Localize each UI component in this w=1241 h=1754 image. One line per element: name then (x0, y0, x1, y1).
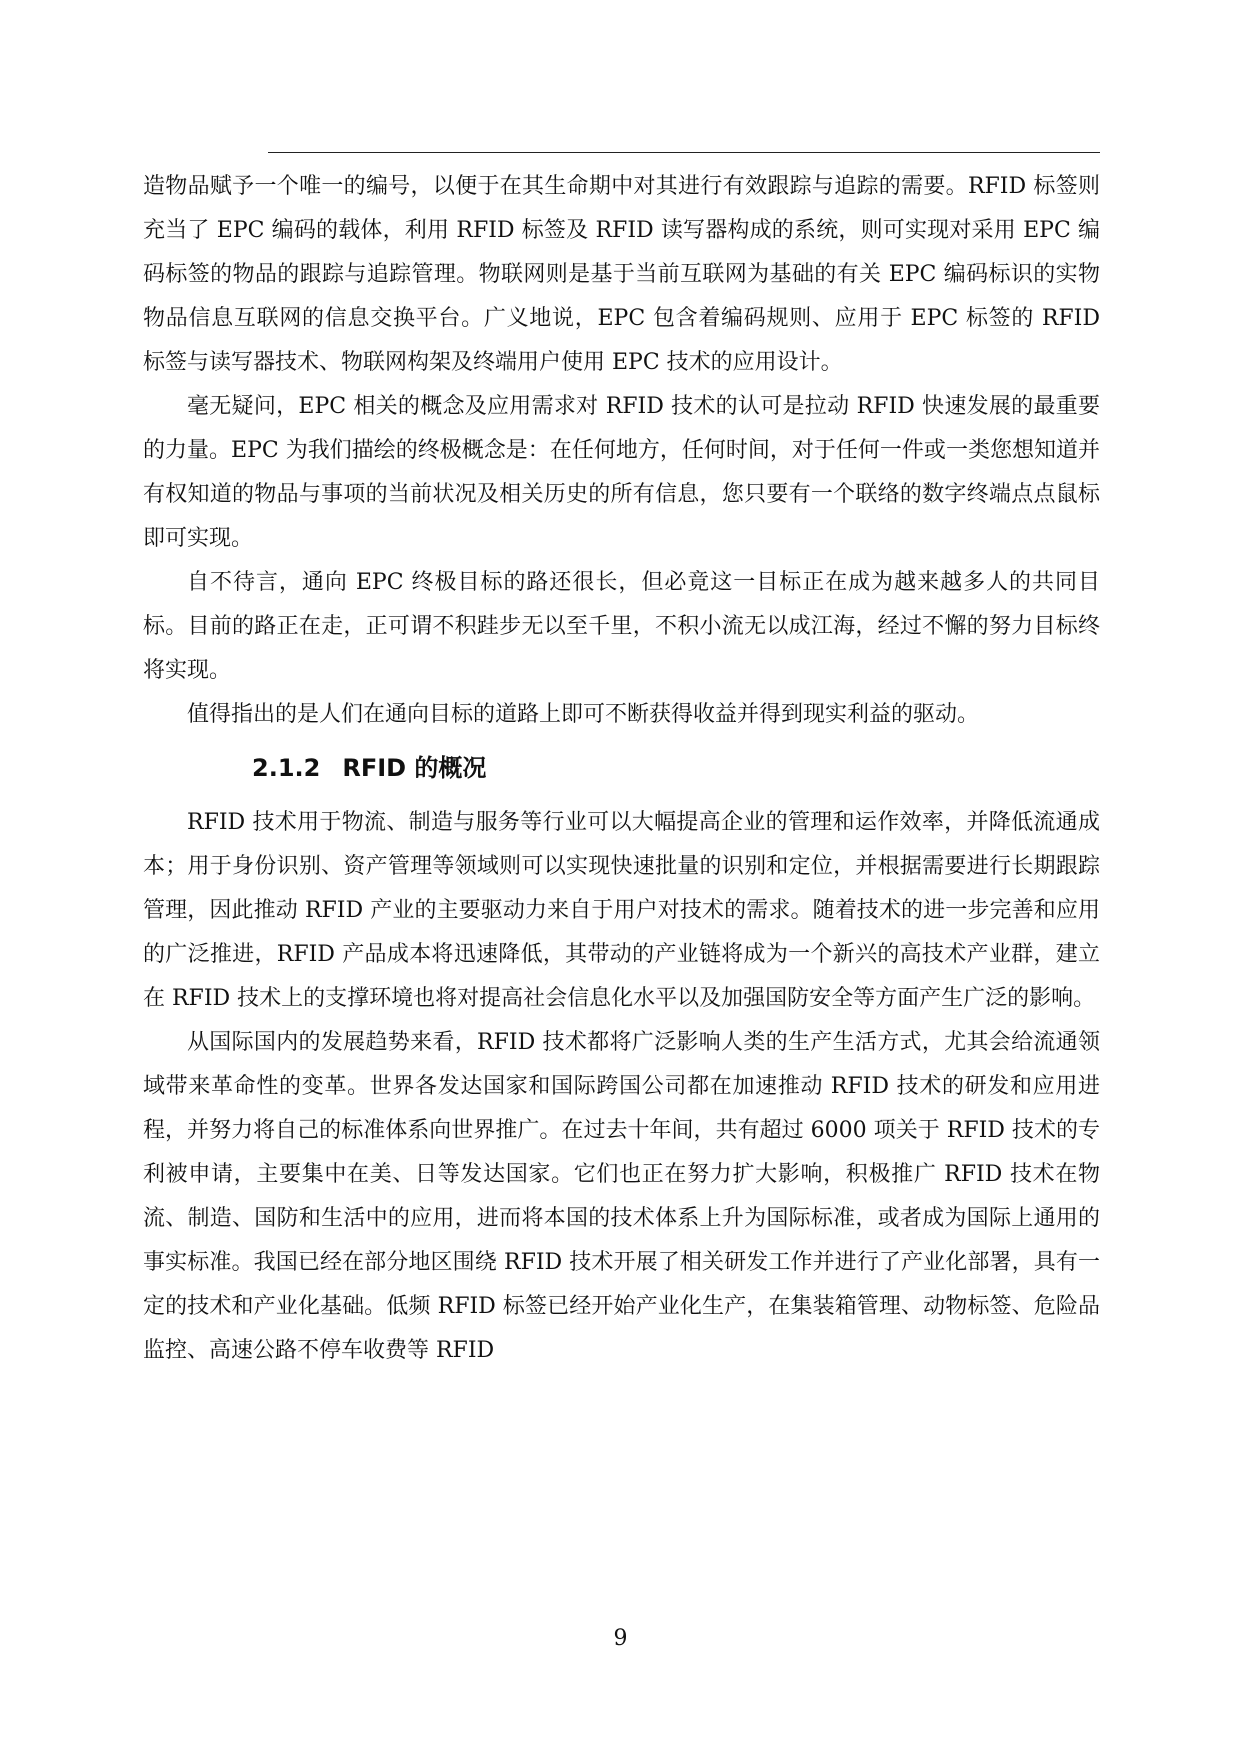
page-body (143, 165, 1100, 1373)
paragraph-epc-overview: 造物品赋予一个唯一的编号，以便于在其生命期中对其进行有效跟踪与追踪的需要。RFID 标签则充当了 EPC 编码的载体，利用 RFID 标签及 RFID 读写器构成的系统，则可实现对采用 EPC 编码标签的物品的跟踪与追踪管理。物联网则是基于当前互联网为基础的有关 EPC 编码标识的实物物品信息互联网的信息交换平台。广义地说，EPC 包含着编码规则、应用于 EPC 标签的 RFID 标签与读写器技术、物联网构架及终端用户使用 EPC 技术的应用设计。 (143, 174, 1100, 375)
page-number: 9 (613, 1626, 628, 1651)
section-heading (143, 743, 1100, 793)
paragraph-rfid-drivers: RFID 技术用于物流、制造与服务等行业可以大幅提高企业的管理和运作效率，并降低流通成本；用于身份识别、资产管理等领域则可以实现快速批量的识别和定位，并根据需要进行长期跟踪管理，因此推动 RFID 产业的主要驱动力来自于用户对技术的需求。随着技术的进一步完善和应用的广泛推进，RFID 产品成本将迅速降低，其带动的产业链将成为一个新兴的高技术产业群，建立在 RFID 技术上的支撑环境也将对提高社会信息化水平以及加强国防安全等方面产生广泛的影响。 (143, 810, 1100, 1011)
paragraph-epc-goal: 自不待言，通向 EPC 终极目标的路还很长，但必竟这一目标正在成为越来越多人的共同目标。目前的路正在走，正可谓不积跬步无以至千里，不积小流无以成江海，经过不懈的努力目标终将实现。 (143, 570, 1100, 683)
paragraph-rfid-trends: 从国际国内的发展趋势来看，RFID 技术都将广泛影响人类的生产生活方式，尤其会给流通领域带来革命性的变革。世界各发达国家和国际跨国公司都在加速推动 RFID 技术的研发和应用进程，并努力将自己的标准体系向世界推广。在过去十年间，共有超过 6000 项关于 RFID 技术的专利被申请，主要集中在美、日等发达国家。它们也正在努力扩大影响，积极推广 RFID 技术在物流、制造、国防和生活中的应用，进而将本国的技术体系上升为国际标准，或者成为国际上通用的事实标准。我国已经在部分地区围绕 RFID 技术开展了相关研发工作并进行了产业化部署，具有一定的技术和产业化基础。低频 RFID 标签已经开始产业化生产，在集装箱管理、动物标签、危险品监控、高速公路不停车收费等 RFID (143, 1030, 1100, 1363)
paragraph-epc-importance: 毫无疑问，EPC 相关的概念及应用需求对 RFID 技术的认可是拉动 RFID 快速发展的最重要的力量。EPC 为我们描绘的终极概念是：在任何地方，任何时间，对于任何一件或一类您想知道并有权知道的物品与事项的当前状况及相关历史的所有信息，您只要有一个联络的数字终端点点鼠标即可实现。 (143, 394, 1100, 551)
section-title: RFID 的概况 (342, 754, 487, 782)
header-rule (268, 152, 1100, 153)
paragraph-epc-benefit: 值得指出的是人们在通向目标的道路上即可不断获得收益并得到现实利益的驱动。 (187, 702, 980, 727)
section-number: 2.1.2 (252, 754, 321, 782)
